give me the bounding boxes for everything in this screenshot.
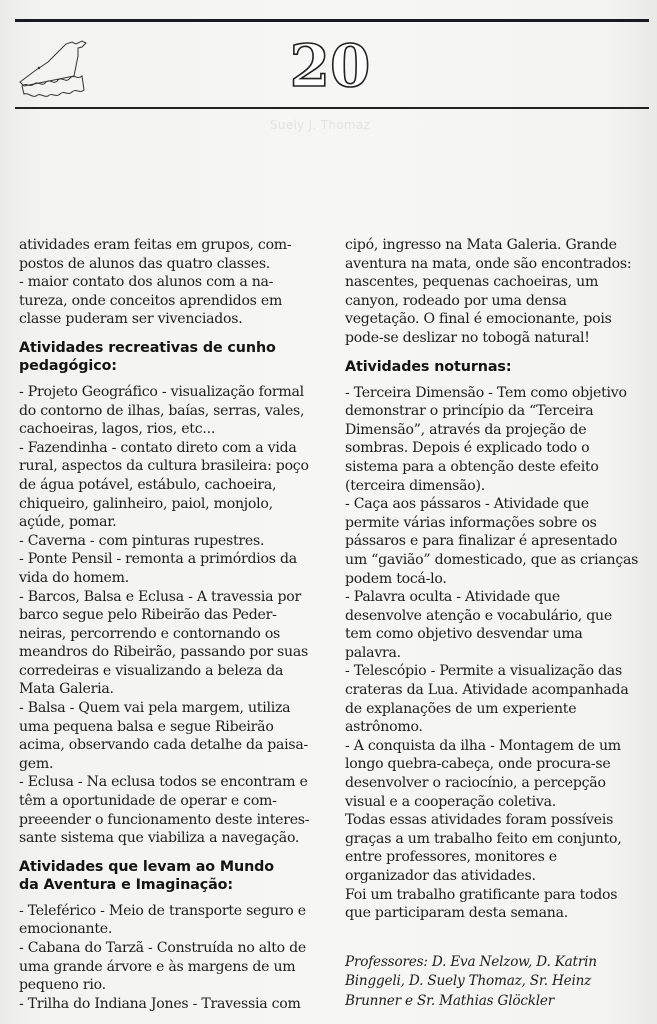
text-line: (terceira dimensão).: [345, 477, 486, 494]
intro-paragraph: [19, 236, 329, 329]
text-line: - Terceira Dimensão - Tem como objetivo: [345, 384, 627, 401]
text-line: - Cabana do Tarzã - Construída no alto de: [19, 940, 306, 956]
text-line: neiras, percorrendo e contornando os: [19, 625, 281, 642]
section-heading-noturnas: [345, 358, 645, 376]
text-line: Mata Galeria.: [19, 681, 114, 698]
text-line: longo quebra-cabeça, onde procura-se: [345, 756, 611, 773]
text-line: - Eclusa - Na eclusa todos se encontram e: [19, 774, 308, 791]
text-line: Dimensão”, através da projeção de: [345, 421, 587, 438]
text-line: - A conquista da ilha - Montagem de um: [345, 737, 621, 754]
show-through-text: Suely J. Thomaz: [270, 118, 371, 132]
text-line: entre professores, monitores e: [345, 849, 557, 866]
text-line: podem tocá-lo.: [345, 570, 447, 587]
text-line: - Caça aos pássaros - Atividade que: [345, 496, 589, 513]
signature-line: Brunner e Sr. Mathias Glöckler: [345, 992, 555, 1009]
text-line: vida do homem.: [19, 569, 129, 586]
text-line: sante sistema que viabiliza a navegação.: [19, 830, 300, 847]
text-line: palavra.: [345, 644, 401, 661]
text-line: postos de alunos das quatro classes.: [19, 255, 271, 272]
text-line: canyon, rodeado por uma densa: [345, 292, 567, 309]
text-line: de explanações de um experiente: [345, 700, 577, 717]
signature-line: Professores: D. Eva Nelzow, D. Katrin: [345, 953, 597, 970]
heading-line: pedagógico:: [19, 357, 117, 374]
bird-logo-icon: [14, 36, 94, 98]
text-line: - Teleférico - Meio de transporte seguro e: [19, 902, 306, 919]
text-line: crateras da Lua. Atividade acompanhada: [345, 682, 629, 699]
text-line: - Trilha do Indiana Jones - Travessia com: [19, 995, 301, 1012]
text-line: cachoeiras, lagos, rios, etc...: [19, 421, 216, 438]
text-line: permite várias informações sobre os: [345, 514, 597, 531]
text-line: chiqueiro, galinheiro, paiol, monjolo,: [19, 495, 273, 512]
text-line: tem como objetivo desvendar uma: [345, 626, 583, 643]
text-line: - Balsa - Quem vai pela margem, utiliza: [19, 700, 291, 717]
text-line: pequeno rio.: [19, 977, 106, 994]
text-line: sombras. Depois é explicado todo o: [345, 440, 590, 457]
text-line: pássaros e para finalizar é apresentado: [345, 533, 618, 550]
text-line: - Ponte Pensil - remonta a primórdios da: [19, 551, 297, 568]
text-line: corredeiras e visualizando a beleza da: [19, 662, 284, 679]
text-line: Todas essas atividades foram possíveis: [345, 812, 614, 829]
text-line: - Fazendinha - contato direto com a vida: [19, 439, 297, 456]
heading-line: Atividades noturnas:: [345, 358, 512, 375]
text-line: vegetação. O final é emocionante, pois: [345, 311, 612, 328]
header-rule-bottom: [15, 107, 649, 109]
text-line: têm a oportunidade de operar e com-: [19, 793, 277, 810]
left-column: [19, 236, 329, 1013]
text-line: - Telescópio - Permite a visualização das: [345, 663, 622, 680]
text-line: um “gavião” domesticado, que as crianças: [345, 551, 639, 568]
text-line: que participaram desta semana.: [345, 905, 569, 922]
text-line: açúde, pomar.: [19, 514, 117, 531]
section-aventura-body: [19, 902, 329, 1014]
text-line: organizador das atividades.: [345, 868, 536, 884]
text-line: emocionante.: [19, 921, 113, 938]
text-line: aventura na mata, onde são encontrados:: [345, 255, 632, 272]
text-line: - Projeto Geográfico - visualização formal: [19, 383, 304, 400]
text-line: desenvolve atenção e vocabulário, que: [345, 607, 612, 624]
text-line: - maior contato dos alunos com a na-: [19, 274, 274, 291]
text-line: uma grande árvore e às margens de um: [19, 958, 296, 975]
section-noturnas-body: [345, 384, 645, 923]
page-number-text: 20: [289, 32, 371, 94]
text-line: rural, aspectos da cultura brasileira: poço: [19, 458, 309, 475]
right-column: [345, 236, 645, 1011]
text-line: acima, observando cada detalhe da paisa-: [19, 737, 309, 754]
text-line: uma pequena balsa e segue Ribeirão: [19, 718, 274, 735]
signature-line: Binggeli, D. Suely Thomaz, Sr. Heinz: [345, 973, 592, 990]
text-line: demonstrar o princípio da “Terceira: [345, 403, 594, 420]
continued-paragraph: [345, 236, 645, 348]
text-line: - Caverna - com pinturas rupestres.: [19, 532, 265, 549]
text-line: cipó, ingresso na Mata Galeria. Grande: [345, 237, 617, 253]
signature-block: [345, 953, 645, 1012]
section-heading-recreativas: [19, 339, 329, 375]
text-line: classe puderam ser vivenciados.: [19, 311, 243, 328]
text-line: astrônomo.: [345, 719, 423, 736]
text-line: desenvolver o raciocínio, a percepção: [345, 775, 606, 792]
page-number: [270, 30, 390, 94]
text-line: atividades eram feitas em grupos, com-: [19, 237, 292, 253]
text-line: barco segue pelo Ribeirão das Peder-: [19, 607, 277, 624]
text-line: - Palavra oculta - Atividade que: [345, 589, 561, 606]
text-line: Foi um trabalho gratificante para todos: [345, 886, 618, 903]
heading-line: Atividades que levam ao Mundo: [19, 858, 275, 875]
text-line: sistema para a obtenção deste efeito: [345, 458, 599, 475]
text-line: - Barcos, Balsa e Eclusa - A travessia por: [19, 588, 302, 605]
text-line: de água potável, estábulo, cachoeira,: [19, 476, 277, 493]
section-heading-aventura: [19, 858, 329, 894]
text-line: preeender o funcionamento deste interes-: [19, 811, 310, 828]
header-rule-top: [15, 19, 649, 22]
text-line: do contorno de ilhas, baías, serras, vales,: [19, 402, 305, 419]
heading-line: Atividades recreativas de cunho: [19, 339, 276, 356]
heading-line: da Aventura e Imaginação:: [19, 876, 233, 893]
text-line: pode-se deslizar no tobogã natural!: [345, 329, 590, 346]
text-line: nascentes, pequenas cachoeiras, um: [345, 274, 599, 291]
text-line: tureza, onde conceitos aprendidos em: [19, 292, 283, 309]
text-line: gem.: [19, 755, 54, 772]
section-recreativas-body: [19, 383, 329, 848]
text-line: visual e a cooperação coletiva.: [345, 793, 556, 810]
text-line: meandros do Ribeirão, passando por suas: [19, 644, 308, 661]
sabia-bird-logo: [14, 36, 94, 98]
text-line: graças a um trabalho feito em conjunto,: [345, 830, 622, 847]
